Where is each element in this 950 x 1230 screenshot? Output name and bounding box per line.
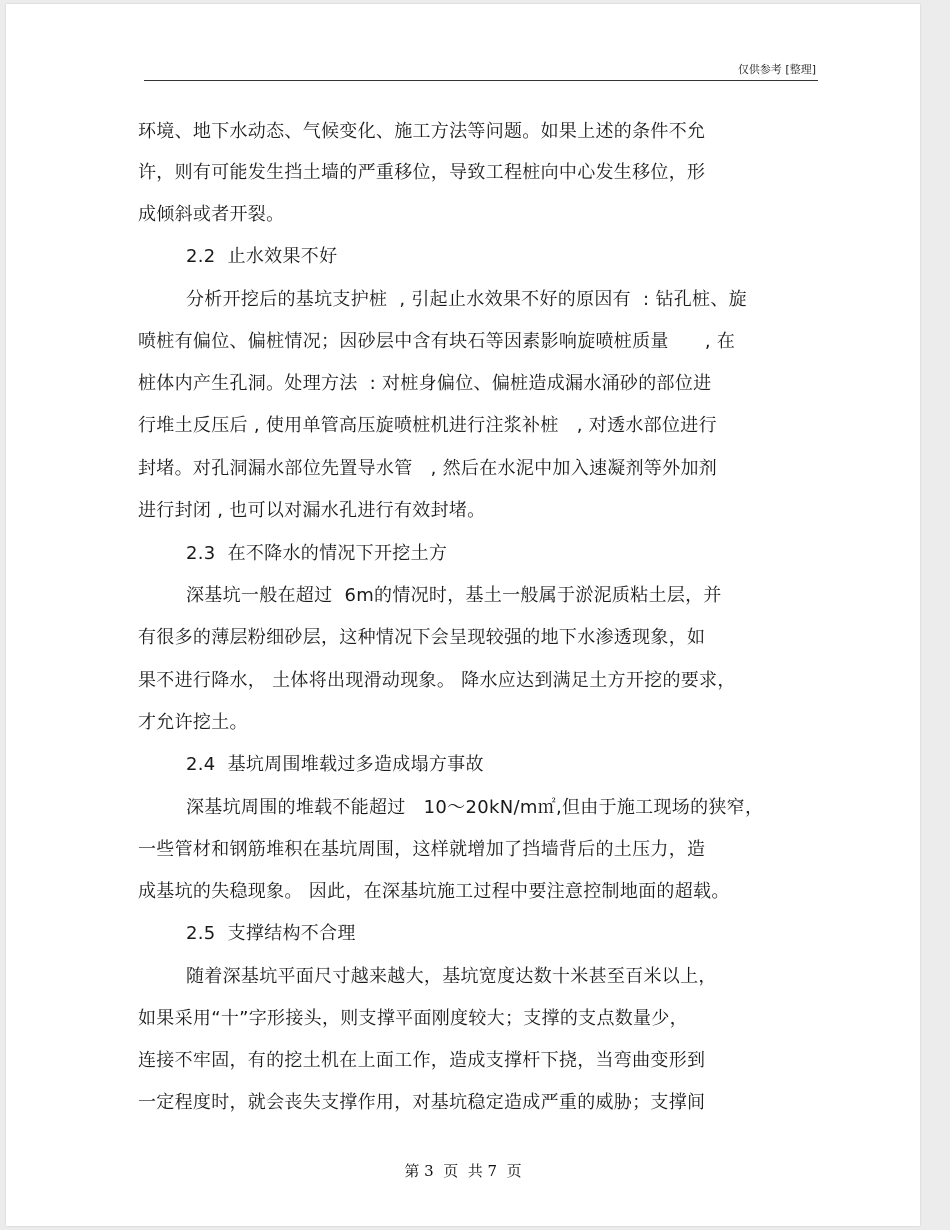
body-line: 桩体内产生孔洞。处理方法 : 对桩身偏位、偏桩造成漏水涌砂的部位进 xyxy=(138,373,712,394)
section-heading: 2.2 止水效果不好 xyxy=(186,246,338,267)
body-line: 连接不牢固，有的挖土机在上面工作，造成支撑杆下挠，当弯曲变形到 xyxy=(138,1050,706,1071)
body-line: 许，则有可能发生挡土墙的严重移位，导致工程桩向中心发生移位，形 xyxy=(138,162,706,183)
body-line: 封堵。对孔洞漏水部位先置导水管 , 然后在水泥中加入速凝剂等外加剂 xyxy=(138,458,718,479)
body-line: 一定程度时，就会丧失支撑作用，对基坑稳定造成严重的威胁；支撑间 xyxy=(138,1092,706,1113)
section-heading: 2.3 在不降水的情况下开挖土方 xyxy=(186,543,448,564)
body-line: 深基坑周围的堆载不能超过 10～20kN/m㎡,但由于施工现场的狭窄， xyxy=(186,797,764,818)
header-divider xyxy=(144,80,818,81)
body-line: 有很多的薄层粉细砂层，这种情况下会呈现较强的地下水渗透现象，如 xyxy=(138,627,706,648)
body-line: 一些管材和钢筋堆积在基坑周围，这样就增加了挡墙背后的土压力，造 xyxy=(138,839,706,860)
body-line: 环境、地下水动态、气候变化、施工方法等问题。如果上述的条件不允 xyxy=(138,121,706,142)
body-line: 成倾斜或者开裂。 xyxy=(138,204,285,225)
body-line: 分析开挖后的基坑支护桩 , 引起止水效果不好的原因有 : 钻孔桩、旋 xyxy=(186,289,747,310)
document-page xyxy=(6,4,920,1226)
body-line: 才允许挖土。 xyxy=(138,712,248,733)
body-line: 行堆土反压后 , 使用单管高压旋喷桩机进行注浆补桩 , 对透水部位进行 xyxy=(138,415,717,436)
body-line: 深基坑一般在超过 6m的情况时，基土一般属于淤泥质粘土层，并 xyxy=(186,585,722,606)
body-line: 如果采用“十”字形接头，则支撑平面刚度较大；支撑的支点数量少， xyxy=(138,1008,688,1029)
body-line: 随着深基坑平面尺寸越来越大，基坑宽度达数十米甚至百米以上， xyxy=(186,966,717,987)
page-number-footer: 第 3 页 共 7 页 xyxy=(404,1162,522,1180)
section-heading: 2.5 支撑结构不合理 xyxy=(186,923,356,944)
body-line: 果不进行降水， 土体将出现滑动现象。 降水应达到满足土方开挖的要求， xyxy=(138,670,736,691)
body-line: 喷桩有偏位、偏桩情况；因砂层中含有块石等因素影响旋喷桩质量 , 在 xyxy=(138,331,736,352)
body-line: 进行封闭 , 也可以对漏水孔进行有效封堵。 xyxy=(138,500,486,521)
body-line: 成基坑的失稳现象。 因此，在深基坑施工过程中要注意控制地面的超载。 xyxy=(138,881,730,902)
section-heading: 2.4 基坑周围堆载过多造成塌方事故 xyxy=(186,754,484,775)
page-header: 仅供参考 [整理] xyxy=(737,63,816,76)
